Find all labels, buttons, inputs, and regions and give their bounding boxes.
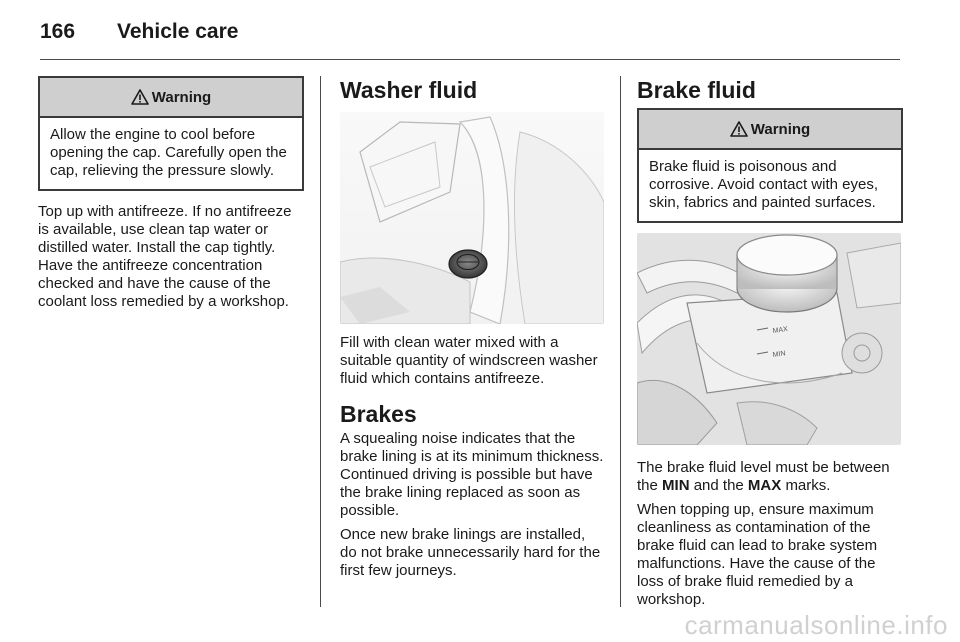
column-divider-2 [620,76,621,607]
header-rule [40,59,900,60]
washer-fluid-reservoir-image [340,112,604,324]
page-number: 166 [40,20,76,43]
column-divider-1 [320,76,321,607]
brakes-heading: Brakes [340,401,417,427]
brake-fluid-reservoir-image [637,233,901,445]
brakes-text-2: Once new brake linings are installed, do not brake unnecessarily hard for the first few journeys. [340,526,601,579]
section-title: Vehicle care [117,20,239,43]
column-3 [637,76,903,609]
washer-fluid-text: Fill with clean water mixed with a suitable quantity of windscreen washer fluid which contains antifreeze. [340,334,598,387]
brakes-text-1: A squealing noise indicates that the brake lining is at its minimum thickness. Continued driving is possible but have the brake lining replaced as soon as possible. [340,430,604,519]
coolant-warning-box [38,76,304,191]
washer-fluid-heading: Washer fluid [340,77,478,103]
column-2 [340,76,604,580]
watermark: carmanualsonline.info [684,610,948,640]
warning-header [639,110,901,150]
warning-triangle-icon [730,121,748,137]
brake-fluid-topping-text: When topping up, ensure maximum cleanliness as contamination of the brake fluid can lead to brake system malfunctions. Have the cause of the loss of brake fluid remedied by a workshop. [637,501,878,608]
warning-body: Brake fluid is poisonous and corrosive. Avoid contact with eyes, skin, fabrics and painted surfaces. [649,158,878,211]
brake-fluid-warning-box [637,108,903,223]
warning-title: Warning [151,88,212,106]
brake-fluid-level-text: The brake fluid level must be between the MIN and the MAX marks. [637,459,890,494]
coolant-paragraph: Top up with antifreeze. If no antifreeze is available, use clean tap water or distilled water. Install the cap tightly. Have the antifreeze concentration checked and have the cause of the coolant loss remedied by a workshop. [38,203,292,310]
min-mark-label: MIN [662,477,690,494]
warning-title: Warning [750,120,811,138]
max-mark-label: MAX [747,477,782,494]
column-1 [38,76,304,311]
warning-header [40,78,302,118]
reservoir-min-label: MIN [772,350,786,359]
page-header [0,0,960,60]
warning-triangle-icon [131,89,149,105]
reservoir-max-label: MAX [772,325,789,335]
warning-body: Allow the engine to cool before opening the cap. Carefully open the cap, relieving the pressure slowly. [50,126,287,179]
brake-fluid-heading: Brake fluid [637,77,756,103]
